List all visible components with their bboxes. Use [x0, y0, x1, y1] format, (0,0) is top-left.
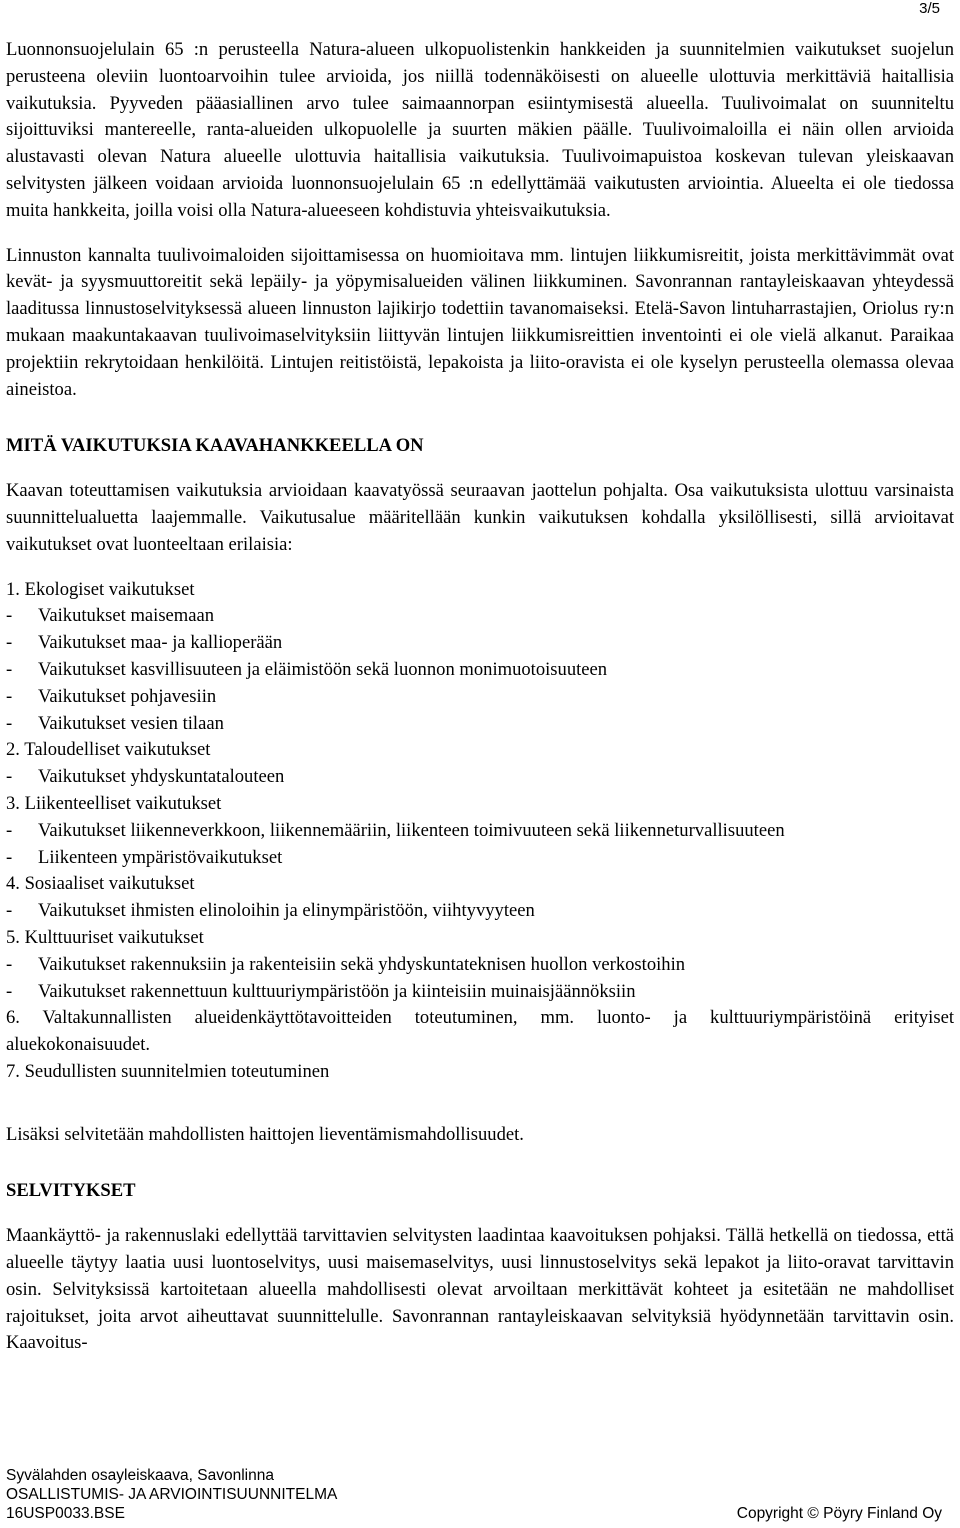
footer-document-type: OSALLISTUMIS- JA ARVIOINTISUUNNITELMA	[6, 1486, 338, 1503]
paragraph-natura: Luonnonsuojelulain 65 :n perusteella Natura-alueen ulkopuolistenkin hankkeiden ja suunnitelmien vaikutukset suojelun perusteena oleviin luontoarvoihin tulee arvioida, jos niillä todennäköisesti on alueelle ulottuvia merkittäviä haitallisia vaikutuksia. Pyyveden pääasiallinen arvo tulee saimaannorpan esiintymisestä alueella. Tuulivoimalat on suunniteltu sijoittuviksi mantereelle, ranta-alueiden ulkopuolelle ja suurten mäkien päälle. Tuulivoimaloilla ei näin ollen arvioida alustavasti olevan Natura alueelle ulottuvia haitallisia vaikutuksia. Tuulivoimapuistoa koskevan tulevan yleiskaavan selvitysten jälkeen voidaan arvioida luonnonsuojelulain 65 :n edellyttämää vaikutusten arviointia. Alueelta ei ole tiedossa muita hankkeita, joilla voisi olla Natura-alueeseen kohdistuvia yhteisvaikutuksia.	[6, 39, 954, 221]
list-item: - Vaikutukset maa- ja kallioperään	[6, 632, 283, 654]
list-item: 4. Sosiaaliset vaikutukset	[6, 873, 195, 895]
list-item: - Vaikutukset yhdyskuntatalouteen	[6, 766, 285, 788]
footer-copyright: Copyright © Pöyry Finland Oy	[736, 1505, 942, 1522]
list-item: - Liikenteen ympäristövaikutukset	[6, 846, 283, 868]
list-item: - Vaikutukset vesien tilaan	[6, 712, 224, 734]
document-body	[6, 37, 954, 1357]
paragraph-vaikutukset-intro: Kaavan toteuttamisen vaikutuksia arvioidaan kaavatyössä seuraavan jaottelun pohjalta. Osa vaikutuksista ulottuu varsinaista suunnittelualuetta laajemmalle. Vaikutusalue määritellään kunkin vaikutuksen kohdalla yksilöllisesti, sillä arvioitavat vaikutukset ovat luonteeltaan erilaisia:	[6, 480, 954, 555]
heading-selvitykset: SELVITYKSET	[6, 1180, 136, 1202]
list-item: - Vaikutukset pohjavesiin	[6, 685, 217, 707]
paragraph-linnusto: Linnuston kannalta tuulivoimaloiden sijoittamisessa on huomioitava mm. lintujen liikkumisreitit, joista merkittävimmät ovat kevät- ja syysmuuttoreitit sekä lepäily- ja yöpymisalueiden välinen liikkuminen. Savonrannan rantayleiskaavan yhteydessä laaditussa linnustoselvityksessä alueen linnuston lajikirjo todettiin tavanomaiseksi. Etelä-Savon lintuharrastajien, Oriolus ry:n mukaan maakuntakaavan tuulivoimaselvityksiin liittyvän lintujen liikkumisreittien inventointi ei ole vielä alkanut. Paraikaa projektiin rekrytoidaan henkilöitä. Lintujen reitistöistä, lepakoista ja liito-oravista ei ole kyselyn perusteella olemassa olevaa aineistoa.	[6, 244, 954, 400]
page-number: 3/5	[919, 0, 940, 17]
list-item: 7. Seudullisten suunnitelmien toteutuminen	[6, 1060, 330, 1082]
paragraph-selvitykset: Maankäyttö- ja rakennuslaki edellyttää tarvittavien selvitysten laadintaa kaavoituksen pohjaksi. Tällä hetkellä on tiedossa, että alueelle täytyy laatia uusi luontoselvitys, uusi maisemaselvitys, uusi linnustoselvitys sekä lepakot ja liito-oravat tarvittavin osin. Selvityksissä kartoitetaan alueella mahdollisesti olevat arvoiltaan merkittävät kohteet ja esitetään ne mahdolliset rajoitukset, joita arvot aiheuttavat suunnittelulle. Savonrannan rantayleiskaavan selvityksiä hyödynnetään tarvittavin osin. Kaavoitus-	[6, 1225, 954, 1354]
list-item: 1. Ekologiset vaikutukset	[6, 578, 195, 600]
list-item: - Vaikutukset maisemaan	[6, 605, 215, 627]
list-item: - Vaikutukset rakennuksiin ja rakenteisiin sekä yhdyskuntateknisen huollon verkostoihin	[6, 953, 686, 975]
list-item: - Vaikutukset ihmisten elinoloihin ja elinympäristöön, viihtyvyyteen	[6, 900, 535, 922]
footer-document-code: 16USP0033.BSE	[6, 1505, 125, 1522]
footer-document-info	[6, 1466, 337, 1523]
footer-project-name: Syvälahden osayleiskaava, Savonlinna	[6, 1467, 274, 1484]
impact-list	[6, 577, 954, 1086]
paragraph-lieventaminen: Lisäksi selvitetään mahdollisten haittojen lieventämismahdollisuudet.	[6, 1123, 524, 1145]
heading-vaikutukset: MITÄ VAIKUTUKSIA KAAVAHANKKEELLA ON	[6, 435, 424, 457]
list-item: - Vaikutukset kasvillisuuteen ja eläimistöön sekä luonnon monimuotoisuuteen	[6, 658, 608, 680]
list-item: - Vaikutukset rakennettuun kulttuuriympäristöön ja kiinteisiin muinaisjäännöksiin	[6, 980, 636, 1002]
list-item: 6. Valtakunnallisten alueidenkäyttötavoitteiden toteutuminen, mm. luonto- ja kulttuuriympäristöinä erityiset aluekokonaisuudet.	[6, 1007, 954, 1056]
list-item: 2. Taloudelliset vaikutukset	[6, 739, 211, 761]
list-item: 3. Liikenteelliset vaikutukset	[6, 792, 222, 814]
list-item: 5. Kulttuuriset vaikutukset	[6, 926, 204, 948]
list-item: - Vaikutukset liikenneverkkoon, liikennemääriin, liikenteen toimivuuteen sekä liikenneturvallisuuteen	[6, 819, 785, 841]
